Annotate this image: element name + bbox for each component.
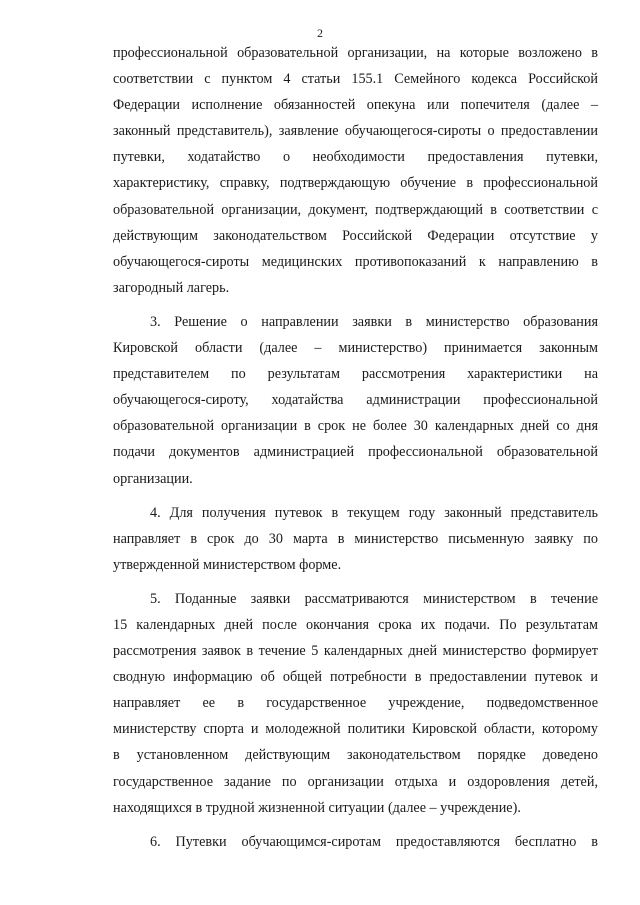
text-line: Кировской области (далее – министерство) принимается законным xyxy=(113,340,598,357)
text-line: государственное задание по организации отдыха и оздоровления детей, xyxy=(113,773,598,790)
text-line: представителем по результатам рассмотрения характеристики на xyxy=(113,366,598,383)
text-line: характеристику, справку, подтверждающую обучение в профессиональной xyxy=(113,175,598,192)
text-line: министерству спорта и молодежной политики Кировской области, которому xyxy=(113,721,598,738)
text-line: направляет в срок до 30 марта в министерство письменную заявку по xyxy=(113,530,598,547)
text-line: находящихся в трудной жизненной ситуации (далее – учреждение). xyxy=(113,799,521,816)
paragraph-p5 xyxy=(113,586,598,821)
page-number: 2 xyxy=(317,26,323,40)
text-line: законный представитель), заявление обучающегося-сироты о предоставлении xyxy=(113,123,598,140)
text-line: 4. Для получения путевок в текущем году законный представитель xyxy=(150,504,598,521)
text-line: 15 календарных дней после окончания срока их подачи. По результатам xyxy=(113,616,598,633)
paragraph-cont xyxy=(113,40,598,301)
text-line: подачи документов администрацией профессиональной образовательной xyxy=(113,444,598,461)
text-line: утвержденной министерством форме. xyxy=(113,556,342,573)
text-line: рассмотрения заявок в течение 5 календарных дней министерство формирует xyxy=(113,643,598,660)
paragraph-p3 xyxy=(113,309,598,492)
text-line: 5. Поданные заявки рассматриваются министерством в течение xyxy=(150,590,598,607)
text-line: путевки, ходатайство о необходимости предоставления путевки, xyxy=(113,149,598,166)
text-line: сводную информацию об общей потребности в предоставлении путевок и xyxy=(113,669,598,686)
text-line: 6. Путевки обучающимся-сиротам предоставляются бесплатно в xyxy=(150,833,598,850)
text-line: загородный лагерь. xyxy=(113,279,230,296)
paragraph-p6 xyxy=(113,829,598,855)
text-line: обучающегося-сироту, ходатайства администрации профессиональной xyxy=(113,392,598,409)
text-line: в установленном действующим законодательством порядке доведено xyxy=(113,747,598,764)
paragraph-p4 xyxy=(113,500,598,578)
text-line: организации. xyxy=(113,470,193,487)
text-line: профессиональной образовательной организации, на которые возложено в xyxy=(113,45,598,61)
text-line: образовательной организации, документ, подтверждающий в соответствии с xyxy=(113,201,598,218)
text-line: обучающегося-сироты медицинских противопоказаний к направлению в xyxy=(113,253,598,270)
text-line: соответствии с пунктом 4 статьи 155.1 Семейного кодекса Российской xyxy=(113,71,598,88)
text-line: действующим законодательством Российской Федерации отсутствие у xyxy=(113,227,598,244)
document-body xyxy=(113,40,598,863)
text-line: 3. Решение о направлении заявки в министерство образования xyxy=(150,313,598,330)
text-line: направляет ее в государственное учреждение, подведомственное xyxy=(113,695,598,712)
text-line: Федерации исполнение обязанностей опекуна или попечителя (далее – xyxy=(113,97,598,114)
text-line: образовательной организации в срок не более 30 календарных дней со дня xyxy=(113,418,598,435)
